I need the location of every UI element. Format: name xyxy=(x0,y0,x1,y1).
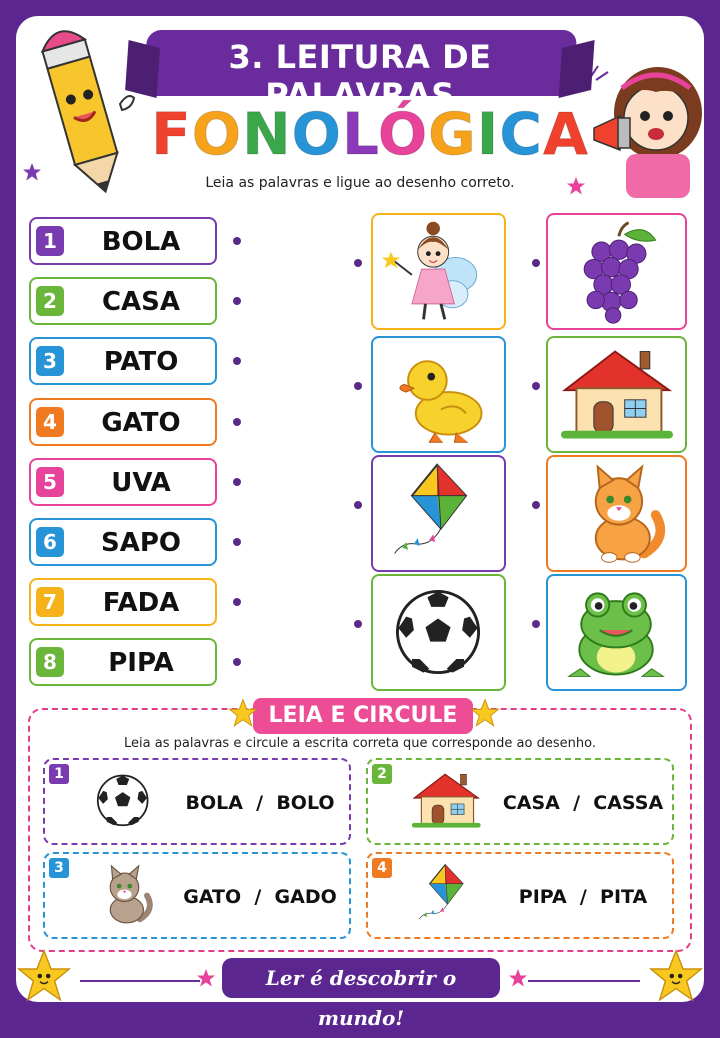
connect-dot[interactable] xyxy=(354,501,362,509)
word-label: FADA xyxy=(102,588,180,619)
word-label: PATO xyxy=(103,347,179,378)
connect-dot[interactable] xyxy=(233,418,241,426)
page-title: 3. LEITURA DE PALAVRAS xyxy=(228,38,492,114)
star-icon xyxy=(196,968,216,988)
word-number-badge: 5 xyxy=(36,467,64,497)
fairy-picture[interactable] xyxy=(371,213,506,330)
cat-icon xyxy=(83,860,163,934)
section-instructions: Leia as palavras e circule a escrita correta que corresponde ao desenho. xyxy=(124,736,596,751)
title-letter: N xyxy=(242,100,292,168)
word-card-casa[interactable] xyxy=(29,277,217,325)
circle-exercise-3 xyxy=(43,852,351,939)
word-label: PIPA xyxy=(108,648,174,679)
house-icon xyxy=(406,766,486,840)
title-letter: G xyxy=(428,100,477,168)
star-icon xyxy=(22,162,42,182)
star-icon xyxy=(566,176,586,196)
cat-picture[interactable] xyxy=(546,455,687,572)
word-card-pato[interactable] xyxy=(29,337,217,385)
soccer-ball-icon xyxy=(83,766,163,840)
word-label: SAPO xyxy=(100,528,181,558)
grapes-picture[interactable] xyxy=(546,213,687,330)
word-options[interactable]: PIPA / PITA xyxy=(518,886,648,908)
circle-exercise-4 xyxy=(366,852,674,939)
title-letter: O xyxy=(291,100,342,168)
title-letter: O xyxy=(191,100,243,168)
frog-picture[interactable] xyxy=(546,574,687,691)
instructions-text: Leia as palavras e ligue ao desenho correto. xyxy=(205,175,515,191)
word-number-badge: 6 xyxy=(36,527,64,557)
exercise-number-badge: 4 xyxy=(372,858,392,878)
word-card-uva[interactable] xyxy=(29,458,217,506)
connect-dot[interactable] xyxy=(532,259,540,267)
word-number-badge: 1 xyxy=(36,226,64,256)
title-letter: A xyxy=(542,100,589,168)
circle-exercise-2 xyxy=(366,758,674,845)
word-number-badge: 4 xyxy=(36,407,64,437)
word-number-badge: 2 xyxy=(36,286,64,316)
footer-slogan: Ler é descobrir o mundo! xyxy=(222,958,500,998)
house-picture[interactable] xyxy=(546,336,687,453)
connect-dot[interactable] xyxy=(354,259,362,267)
big-title xyxy=(150,100,590,168)
star-icon xyxy=(508,968,528,988)
word-number-badge: 8 xyxy=(36,647,64,677)
smiling-star-icon xyxy=(16,948,72,1004)
exercise-number-badge: 1 xyxy=(49,764,69,784)
word-label: GATO xyxy=(101,407,181,438)
connect-dot[interactable] xyxy=(354,382,362,390)
word-label: BOLA xyxy=(101,227,181,257)
word-card-sapo[interactable] xyxy=(29,518,217,566)
title-letter: C xyxy=(499,100,543,168)
duck-picture[interactable] xyxy=(371,336,506,453)
kite-icon xyxy=(406,860,486,934)
word-card-gato[interactable] xyxy=(29,398,217,446)
connect-dot[interactable] xyxy=(233,478,241,486)
soccer-ball-picture[interactable] xyxy=(371,574,506,691)
word-number-badge: 3 xyxy=(36,346,64,376)
connect-dot[interactable] xyxy=(532,382,540,390)
circle-exercise-1 xyxy=(43,758,351,845)
word-card-pipa[interactable] xyxy=(29,638,217,686)
word-card-fada[interactable] xyxy=(29,578,217,626)
title-letter: F xyxy=(151,100,192,168)
connect-dot[interactable] xyxy=(532,620,540,628)
connect-dot[interactable] xyxy=(354,620,362,628)
word-card-bola[interactable] xyxy=(29,217,217,265)
word-options[interactable]: GATO / GADO xyxy=(183,886,337,908)
connect-dot[interactable] xyxy=(532,501,540,509)
word-number-badge: 7 xyxy=(36,587,64,617)
smiling-star-icon xyxy=(228,698,258,728)
word-label: CASA xyxy=(101,287,181,318)
kite-picture[interactable] xyxy=(371,455,506,572)
smiling-star-icon xyxy=(648,948,704,1004)
footer-divider xyxy=(80,980,200,982)
smiling-star-icon xyxy=(470,698,500,728)
word-options[interactable]: CASA / CASSA xyxy=(502,792,664,814)
section-title: LEIA E CIRCULE xyxy=(253,698,473,734)
pencil-mascot-icon xyxy=(30,14,140,204)
footer-divider xyxy=(528,980,640,982)
connect-dot[interactable] xyxy=(233,237,241,245)
word-label: UVA xyxy=(111,467,171,498)
title-letter: L xyxy=(341,100,378,168)
exercise-number-badge: 3 xyxy=(49,858,69,878)
connect-dot[interactable] xyxy=(233,538,241,546)
word-options[interactable]: BOLA / BOLO xyxy=(185,792,335,814)
title-letter: I xyxy=(476,100,500,168)
title-letter: Ó xyxy=(377,100,429,168)
exercise-number-badge: 2 xyxy=(372,764,392,784)
